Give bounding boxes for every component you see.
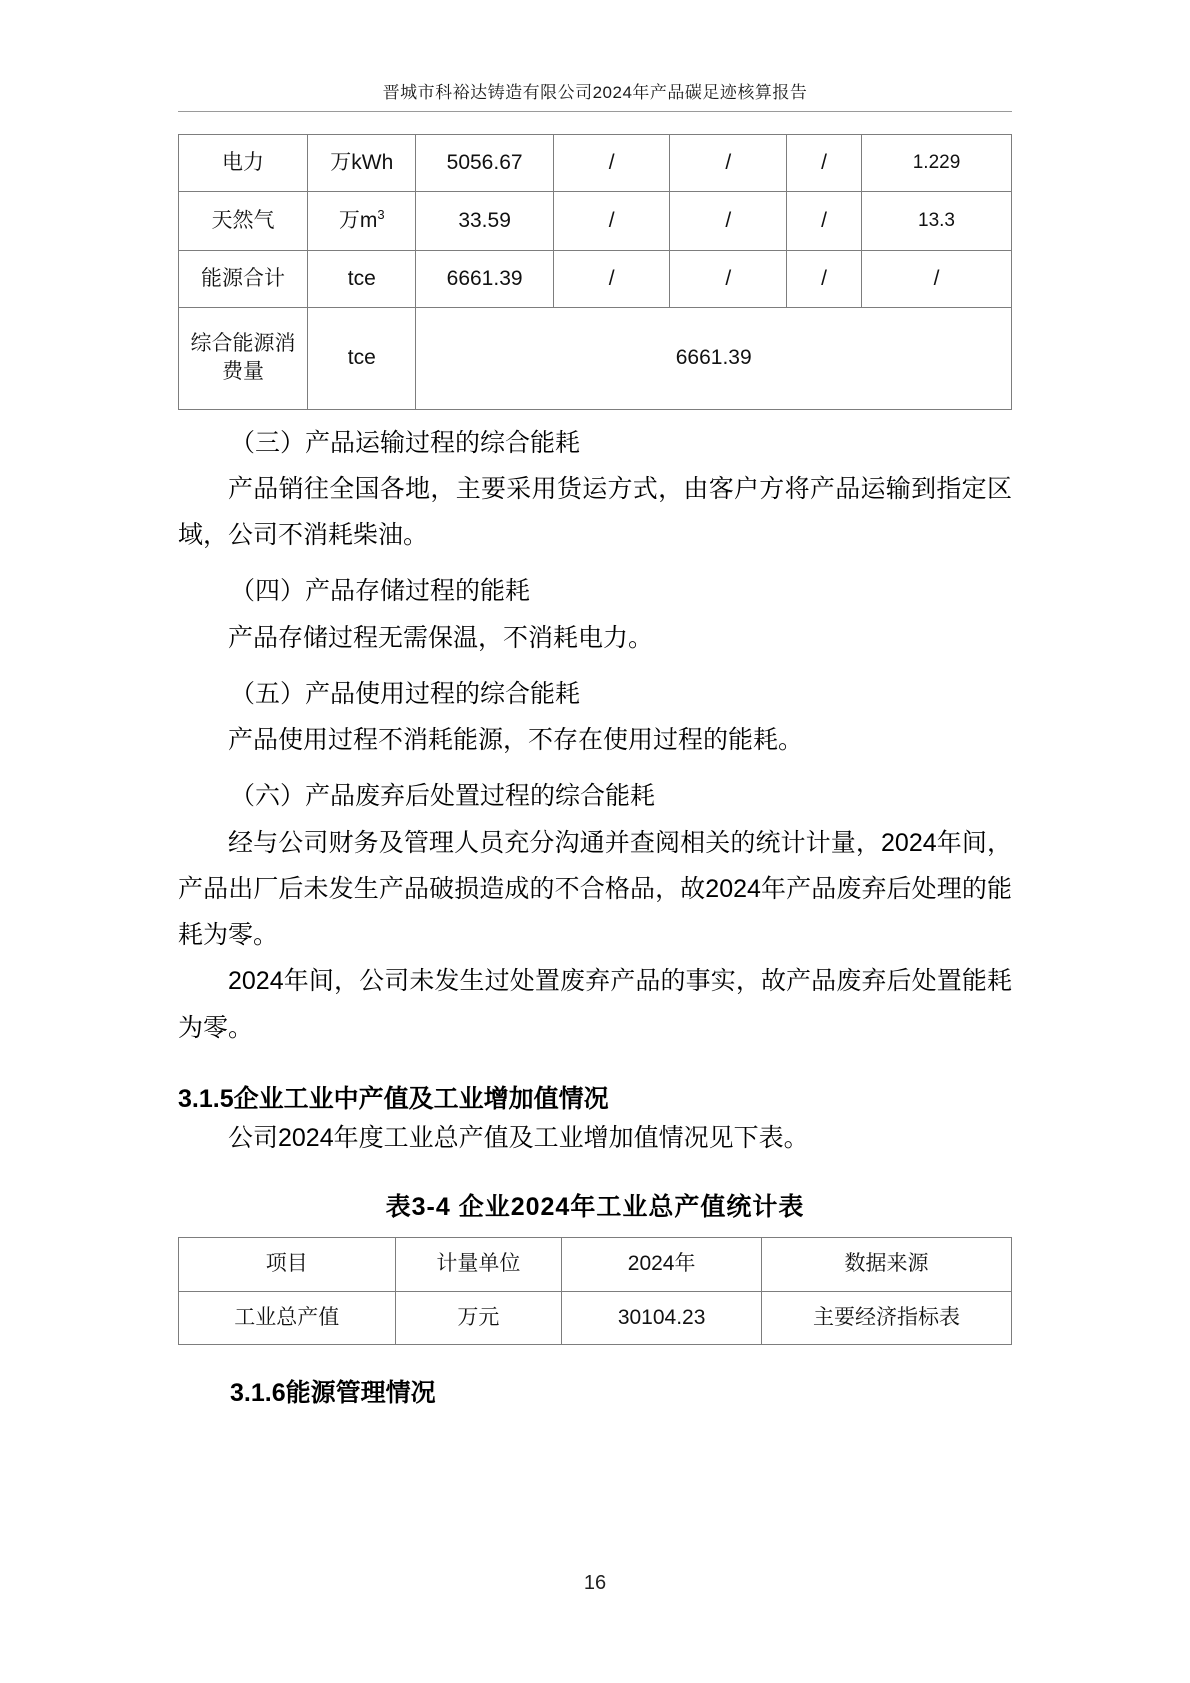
section-heading: （五）产品使用过程的综合能耗 [230,679,581,708]
table-header-row [179,1238,1012,1291]
cell-source: 主要经济指标表 [762,1291,1012,1344]
energy-c7: / [862,250,1012,307]
paragraph-3-1-5: 公司2024年度工业总产值及工业增加值情况见下表。 [228,1123,809,1152]
section-paragraph: 产品使用过程不消耗能源，不存在使用过程的能耗。 [228,726,804,755]
energy-unit [308,135,416,192]
energy-value: 33.59 [416,192,553,250]
energy-c6: / [787,192,862,250]
energy-c7: 1.229 [862,135,1012,192]
energy-name: 能源合计 [179,250,308,307]
energy-consumption-table [178,134,1012,410]
cell-value: 30104.23 [562,1291,762,1344]
running-header: 晋城市科裕达铸造有限公司2024年产品碳足迹核算报告 [178,78,1012,112]
energy-unit-text: 万m [338,209,378,233]
total-value: 6661.39 [416,308,1012,410]
section-five [178,671,1012,764]
section-heading: （三）产品运输过程的综合能耗 [230,428,581,457]
section-three [178,420,1012,559]
total-unit: tce [308,308,416,410]
section-six [178,773,1012,1051]
cell-item: 工业总产值 [179,1291,396,1344]
table-row [179,192,1012,250]
energy-c6: / [787,135,862,192]
heading-3-1-5: 3.1.5企业工业中产值及工业增加值情况 [178,1084,609,1113]
column-header: 计量单位 [395,1238,562,1291]
section-four [178,568,1012,661]
page-number: 16 [583,1572,607,1594]
industrial-output-table [178,1237,1012,1345]
heading-3-1-6: 3.1.6能源管理情况 [230,1378,436,1407]
energy-c7: 13.3 [862,192,1012,250]
energy-c4: / [553,135,670,192]
table-3-4-caption: 表3-4 企业2024年工业总产值统计表 [385,1193,805,1222]
section-heading: （四）产品存储过程的能耗 [230,577,531,606]
energy-c5: / [670,192,787,250]
energy-name: 天然气 [179,192,308,250]
column-header: 项目 [179,1238,396,1291]
energy-unit-text: 万kWh [330,151,394,174]
column-header: 数据来源 [762,1238,1012,1291]
table-row-total [179,308,1012,410]
section-paragraph: 产品销往全国各地，主要采用货运方式，由客户方将产品运输到指定区域，公司不消耗柴油。 [178,474,1012,550]
section-paragraph: 产品存储过程无需保温，不消耗电力。 [228,623,654,652]
table-row [179,250,1012,307]
cell-unit: 万元 [395,1291,562,1344]
energy-value: 5056.67 [416,135,553,192]
energy-c4: / [553,192,670,250]
energy-unit-exponent: 3 [377,207,385,223]
energy-unit [308,250,416,307]
table-row [179,1291,1012,1344]
section-paragraph: 2024年间，公司未发生过处置废弃产品的事实，故产品废弃后处置能耗为零。 [178,967,1012,1042]
section-heading: （六）产品废弃后处置过程的综合能耗 [230,782,656,811]
energy-c5: / [670,135,787,192]
table-row [179,135,1012,192]
section-paragraph: 经与公司财务及管理人员充分沟通并查阅相关的统计计量，2024年间，产品出厂后未发生产品破损造成的不合格品，故2024年产品废弃后处理的能耗为零。 [178,828,1012,950]
energy-unit-text: tce [347,266,376,290]
total-name: 综合能源消费量 [179,308,308,410]
energy-value: 6661.39 [416,250,553,307]
energy-c5: / [670,250,787,307]
column-header: 2024年 [562,1238,762,1291]
energy-c4: / [553,250,670,307]
energy-unit [308,192,416,250]
energy-name: 电力 [179,135,308,192]
energy-c6: / [787,250,862,307]
